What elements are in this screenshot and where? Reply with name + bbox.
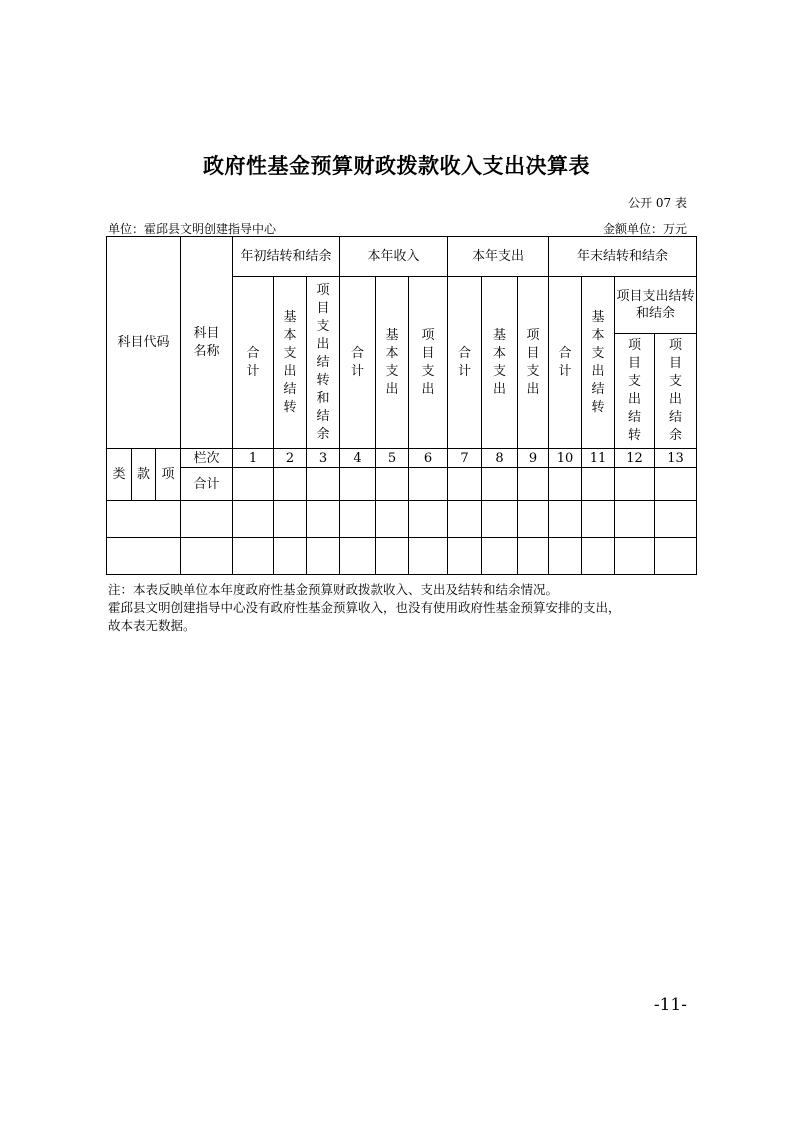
column-number: 11 (582, 449, 615, 468)
total-row (107, 468, 697, 501)
column-number: 12 (615, 449, 655, 468)
column-number: 2 (274, 449, 307, 468)
subject-name-header: 科目名称 (181, 237, 233, 449)
note-line: 霍邱县文明创建指导中心没有政府性基金预算收入，也没有使用政府性基金预算安排的支出， (108, 600, 621, 615)
income-project-header: 项目支出 (409, 277, 448, 449)
column-number: 5 (376, 449, 409, 468)
end-project-carry-header: 项目支出结转 (615, 334, 655, 449)
column-number: 1 (233, 449, 274, 468)
category-header: 类 (107, 449, 132, 501)
expense-total-header: 合计 (448, 277, 482, 449)
end-total-header: 合计 (549, 277, 582, 449)
column-number: 10 (549, 449, 582, 468)
table-row (107, 501, 697, 538)
income-basic-header: 基本支出 (376, 277, 409, 449)
header-row-1 (107, 237, 697, 277)
table-row (107, 538, 697, 575)
column-number: 7 (448, 449, 482, 468)
unit-label: 单位：霍邱县文明创建指导中心 (108, 222, 277, 236)
expense-header: 本年支出 (448, 237, 549, 277)
note-line: 注：本表反映单位本年度政府性基金预算财政拨款收入、支出及结转和结余情况。 (108, 582, 559, 597)
expense-basic-header: 基本支出 (482, 277, 518, 449)
column-number: 9 (518, 449, 549, 468)
note-line: 故本表无数据。 (108, 618, 196, 633)
end-basic-carry-header: 基本支出结转 (582, 277, 615, 449)
page-number: -11- (653, 995, 687, 1015)
expense-project-header: 项目支出 (518, 277, 549, 449)
income-total-header: 合计 (340, 277, 376, 449)
section-header: 款 (132, 449, 156, 501)
total-row-label: 合计 (181, 468, 233, 501)
column-number: 3 (307, 449, 340, 468)
end-project-group-header: 项目支出结转和结余 (615, 277, 697, 334)
column-number: 13 (655, 449, 697, 468)
item-header: 项 (156, 449, 181, 501)
begin-basic-carry-header: 基本支出结转 (274, 277, 307, 449)
column-number: 4 (340, 449, 376, 468)
table-note (108, 581, 698, 635)
amount-unit-label: 金额单位：万元 (602, 222, 687, 236)
column-index-label: 栏次 (181, 449, 233, 468)
column-number: 6 (409, 449, 448, 468)
end-project-balance-header: 项目支出结余 (655, 334, 697, 449)
form-number: 公开 07 表 (628, 196, 687, 210)
begin-total-header: 合计 (233, 277, 274, 449)
begin-project-carry-header: 项目支出结转和结余 (307, 277, 340, 449)
page-title: 政府性基金预算财政拨款收入支出决算表 (203, 154, 590, 178)
column-number: 8 (482, 449, 518, 468)
budget-table (106, 236, 697, 575)
column-index-row (107, 449, 697, 468)
income-header: 本年收入 (340, 237, 448, 277)
begin-balance-header: 年初结转和结余 (233, 237, 340, 277)
subject-code-header: 科目代码 (107, 237, 181, 449)
end-balance-header: 年末结转和结余 (549, 237, 697, 277)
